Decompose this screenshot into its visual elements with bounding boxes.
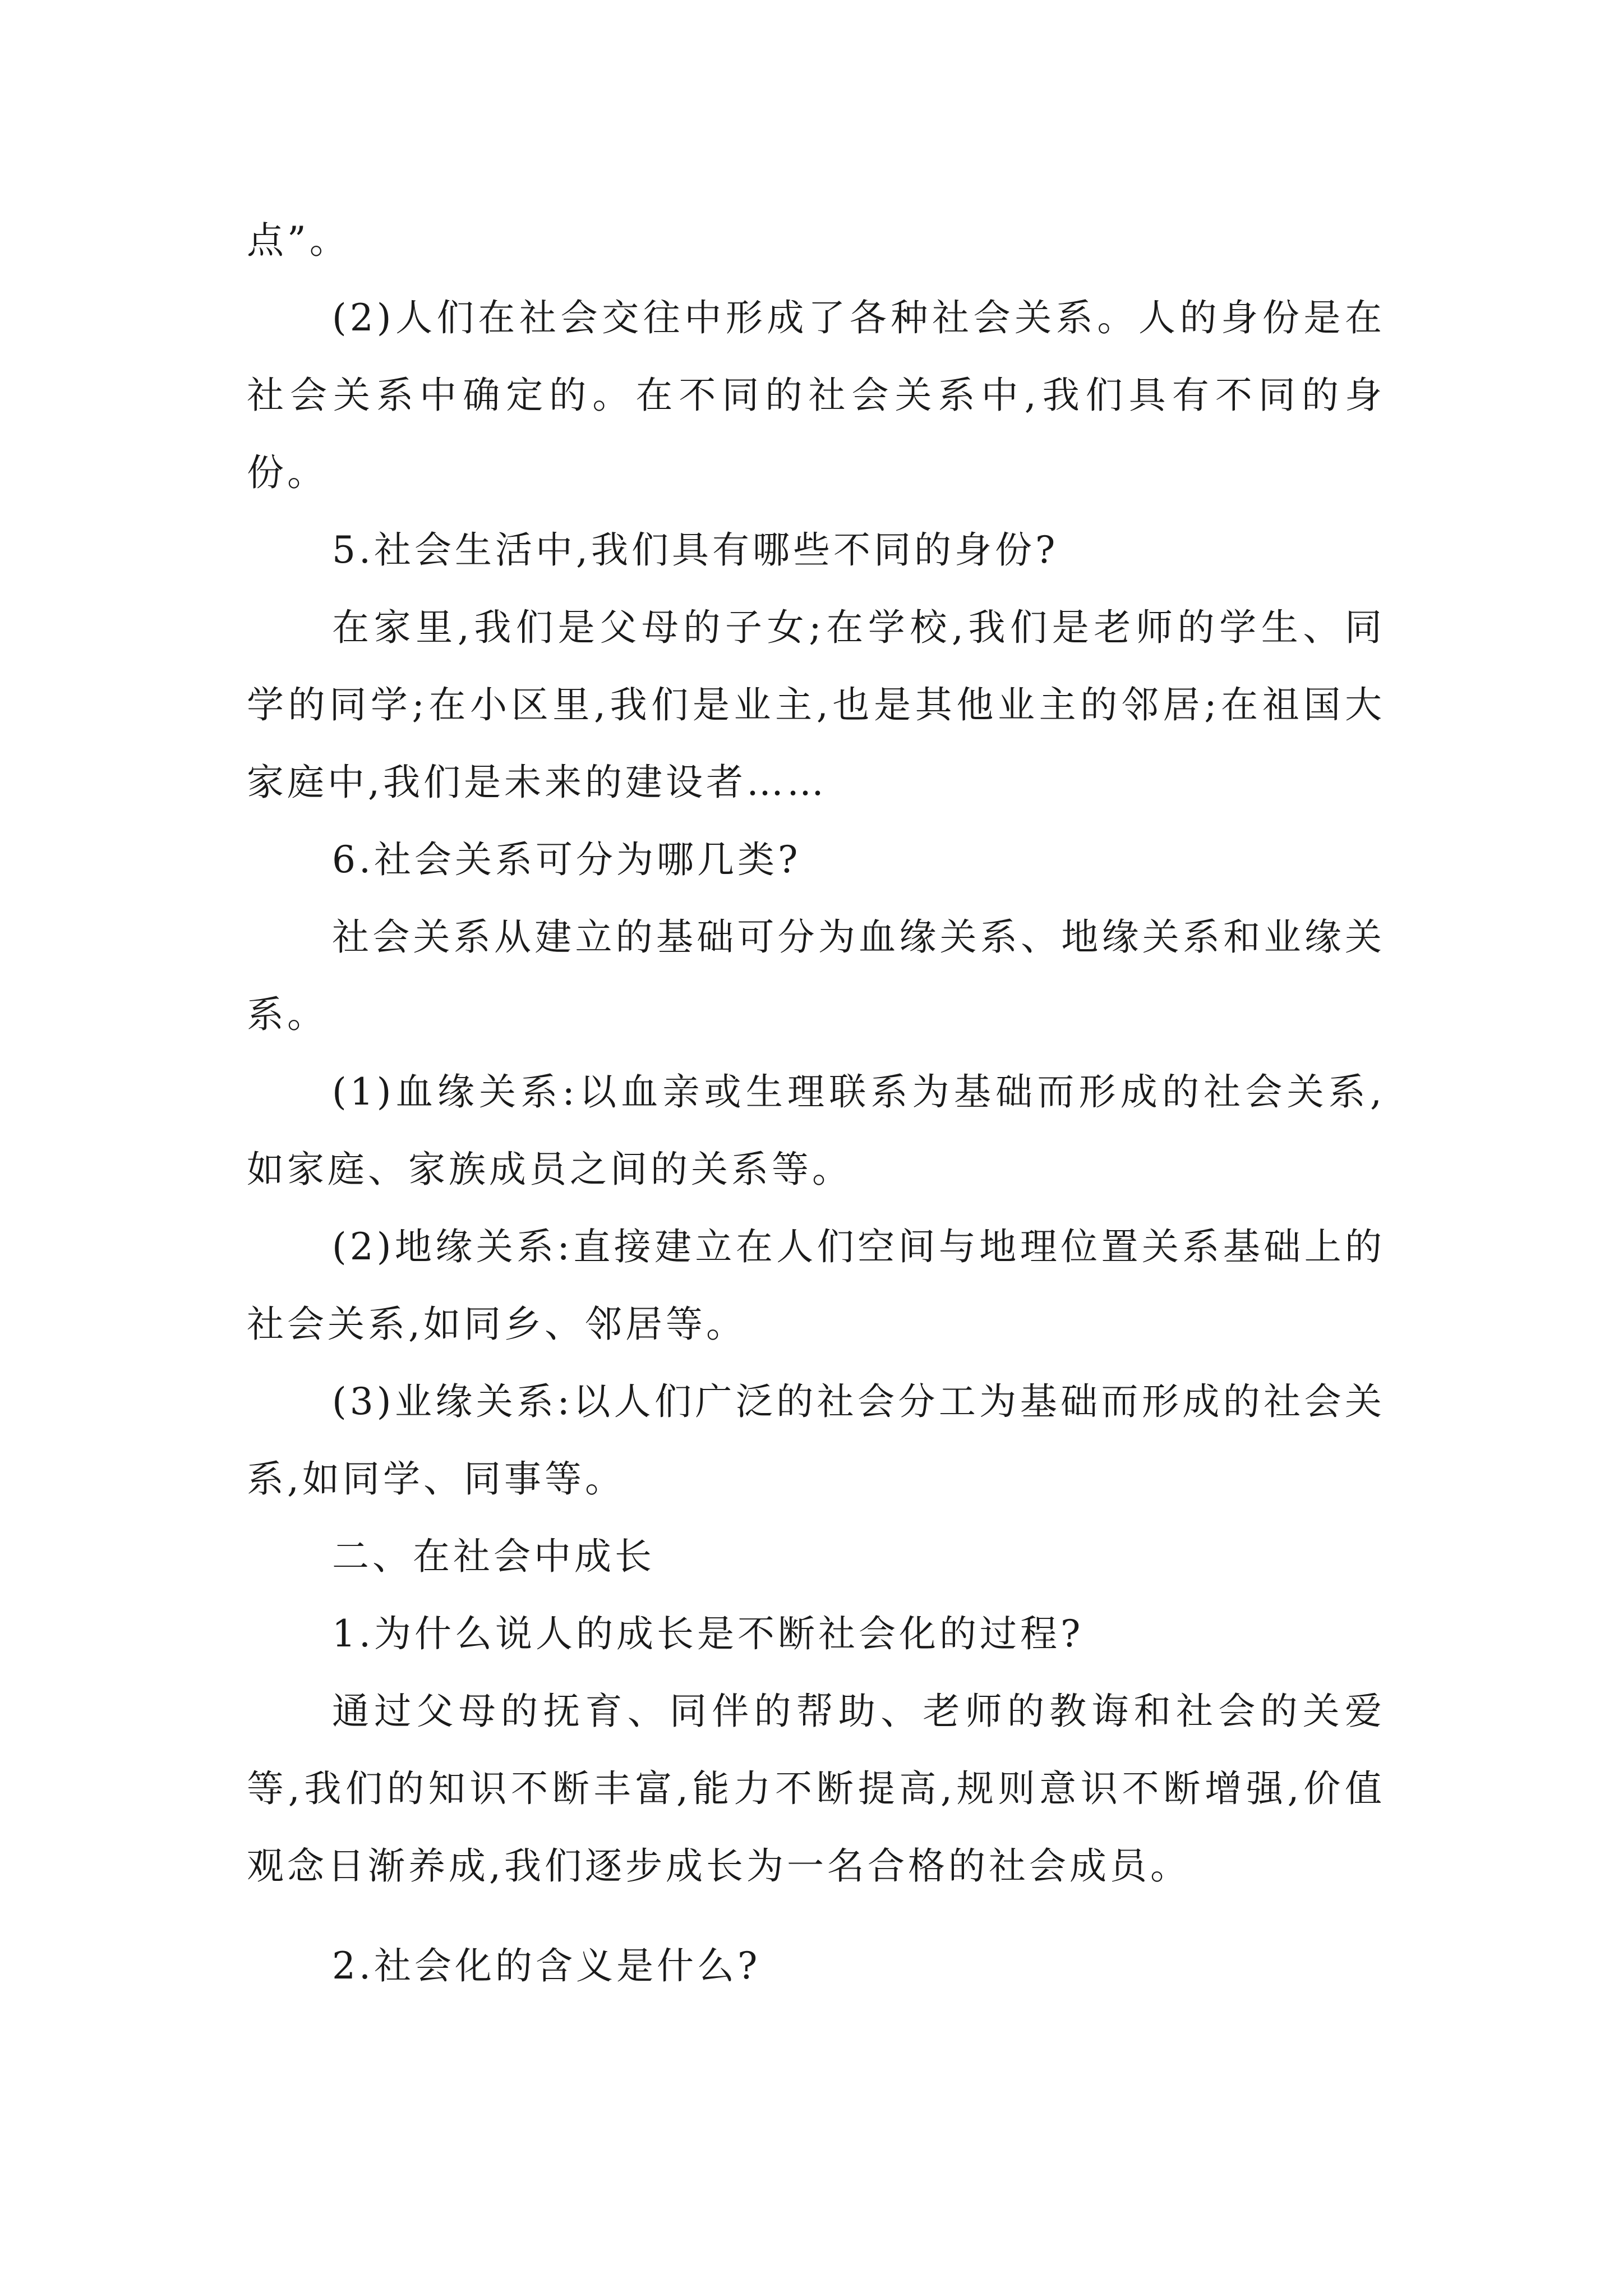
blood-relation-paragraph: (1)血缘关系:以血亲或生理联系为基础而形成的社会关系,如家庭、家族成员之间的关系等。 [247, 1070, 1385, 1191]
paragraph-continuation: 点”。 [247, 219, 350, 262]
geo-relation-paragraph: (2)地缘关系:直接建立在人们空间与地理位置关系基础上的社会关系,如同乡、邻居等。 [247, 1225, 1385, 1346]
answer-1-paragraph: 通过父母的抚育、同伴的帮助、老师的教诲和社会的关爱等,我们的知识不断丰富,能力不断提高,规则意识不断增强,价值观念日渐养成,我们逐步成长为一名合格的社会成员。 [247, 1690, 1385, 1888]
question-2-heading: 2.社会化的含义是什么? [332, 1944, 761, 1987]
paragraph-gap [247, 1905, 1385, 1927]
question-1-heading: 1.为什么说人的成长是不断社会化的过程? [332, 1612, 1084, 1655]
work-relation-paragraph: (3)业缘关系:以人们广泛的社会分工为基础而形成的社会关系,如同学、同事等。 [247, 1380, 1385, 1501]
answer-6-paragraph: 社会关系从建立的基础可分为血缘关系、地缘关系和业缘关系。 [247, 915, 1385, 1036]
paragraph-point-2-social-relations: (2)人们在社会交往中形成了各种社会关系。人的身份是在社会关系中确定的。在不同的社会关系中,我们具有不同的身份。 [247, 296, 1385, 494]
answer-5-paragraph: 在家里,我们是父母的子女;在学校,我们是老师的学生、同学的同学;在小区里,我们是业主,也是其他业主的邻居;在祖国大家庭中,我们是未来的建设者…… [247, 606, 1385, 804]
document-body [247, 202, 1385, 2005]
question-5-heading: 5.社会生活中,我们具有哪些不同的身份? [332, 528, 1059, 572]
section-2-heading: 二、在社会中成长 [332, 1535, 655, 1578]
question-6-heading: 6.社会关系可分为哪几类? [332, 838, 801, 881]
